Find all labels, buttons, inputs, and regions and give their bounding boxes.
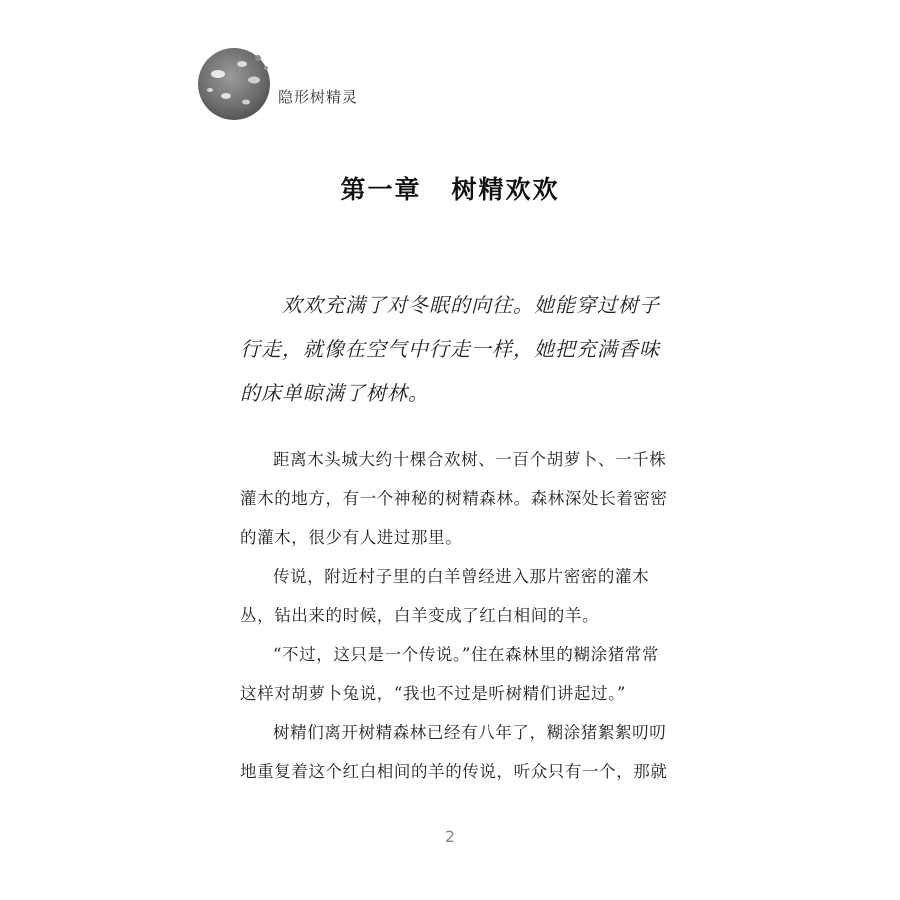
- moon-emblem-icon: [196, 44, 274, 122]
- chapter-heading: [0, 170, 900, 206]
- paragraph: 距离木头城大约十棵合欢树、一百个胡萝卜、一千株灌木的地方，有一个神秘的树精森林。森林深处长着密密的灌木，很少有人进过那里。: [240, 450, 668, 547]
- body-text: [240, 440, 670, 791]
- chapter-number: 第一章: [340, 175, 422, 204]
- paragraph: “不过，这只是一个传说。”住在森林里的糊涂猪常常这样对胡萝卜兔说，“我也不过是听树精们讲起过。”: [240, 645, 660, 703]
- page-number: 2: [444, 827, 456, 846]
- chapter-intro: 欢欢充满了对冬眠的向往。她能穿过树子行走，就像在空气中行走一样，她把充满香味的床单晾满了树林。: [240, 293, 660, 405]
- running-title: 隐形树精灵: [278, 88, 359, 106]
- paragraph: 树精们离开树精森林已经有八年了，糊涂猪絮絮叨叨地重复着这个红白相间的羊的传说，听众只有一个，那就: [240, 723, 668, 781]
- paragraph: 传说，附近村子里的白羊曾经进入那片密密的灌木丛，钻出来的时候，白羊变成了红白相间的羊。: [240, 567, 650, 625]
- chapter-title: 树精欢欢: [451, 175, 560, 204]
- running-header: [196, 44, 456, 128]
